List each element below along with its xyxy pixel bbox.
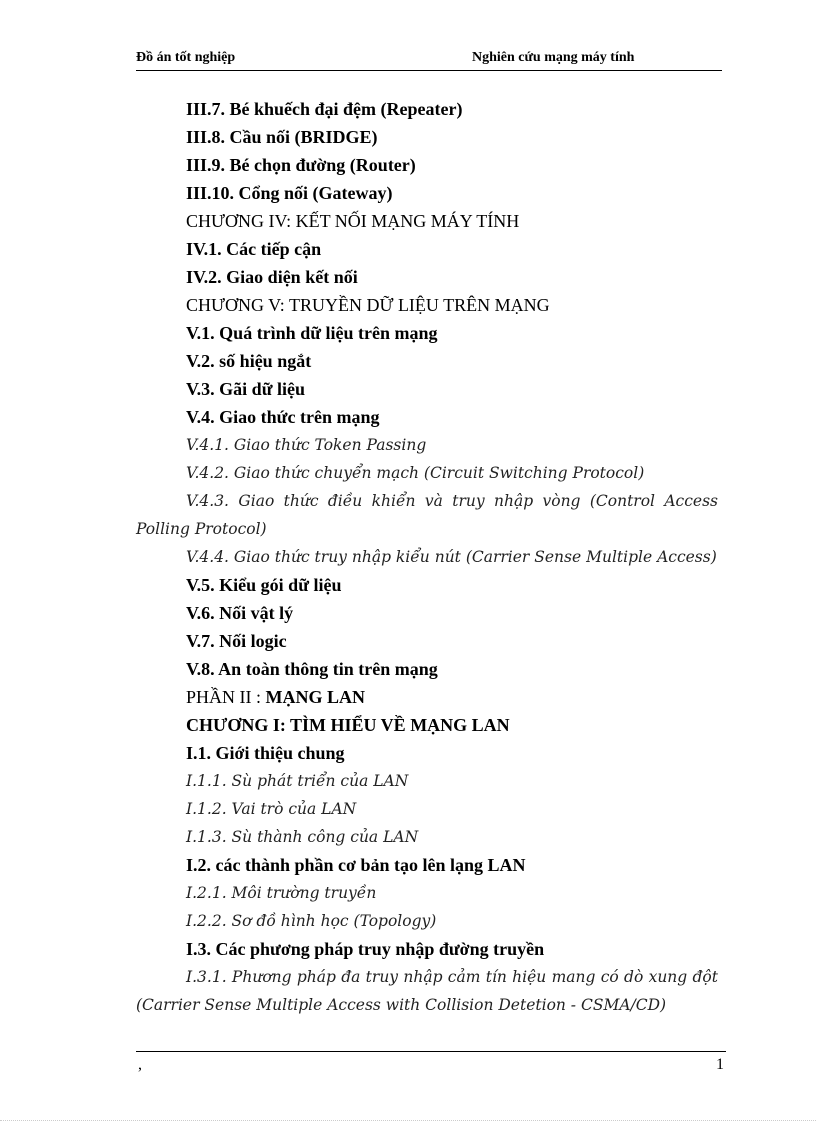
toc-part-heading: [136, 683, 718, 711]
toc-subentry: V.4.3. Giao thức điều khiển và truy nhập vòng (Control Access: [186, 492, 718, 510]
toc-entry: I.1. Giới thiệu chung: [186, 743, 345, 763]
page-number: 1: [716, 1056, 724, 1073]
toc-entry: I.3. Các phương pháp truy nhập đường truyền: [186, 939, 545, 959]
page-bottom-edge: [0, 1120, 816, 1121]
toc-entry: IV.2. Giao diện kết nối: [186, 267, 358, 287]
toc-entry: IV.1. Các tiếp cận: [186, 239, 322, 259]
toc-subentry: V.4.1. Giao thức Token Passing: [186, 436, 427, 454]
toc-part-label: PHẦN II :: [186, 687, 261, 707]
toc-subentry: I.1.3. Sù thành công của LAN: [186, 828, 419, 846]
page-header: [136, 50, 722, 71]
header-left-title: Đồ án tốt nghiệp: [136, 50, 236, 65]
toc-subentry: I.1.1. Sù phát triển của LAN: [186, 772, 409, 790]
toc-chapter-heading: CHƯƠNG IV: KẾT NỐI MẠNG MÁY TÍNH: [186, 211, 520, 231]
toc-subentry: V.4.4. Giao thức truy nhập kiểu nút (Carrier Sense Multiple Access): [186, 548, 717, 566]
toc-subentry-continuation: (Carrier Sense Multiple Access with Collision Detetion - CSMA/CD): [136, 996, 667, 1014]
toc-entry: III.10. Cổng nối (Gateway): [186, 183, 393, 203]
header-right-title: Nghiên cứu mạng máy tính: [472, 50, 635, 65]
toc-entry: I.2. các thành phần cơ bản tạo lên lạng LAN: [186, 855, 526, 875]
table-of-contents: [136, 95, 718, 1019]
toc-chapter-heading: CHƯƠNG I: TÌM HIỂU VỀ MẠNG LAN: [186, 715, 510, 735]
footer-divider: [136, 1051, 726, 1052]
toc-entry: V.7. Nối logic: [186, 631, 287, 651]
toc-entry: III.7. Bé khuếch đại đệm (Repeater): [186, 99, 463, 119]
toc-entry: V.8. An toàn thông tin trên mạng: [186, 659, 438, 679]
toc-subentry: I.2.2. Sơ đồ hình học (Topology): [186, 912, 437, 930]
toc-part-title: MẠNG LAN: [265, 687, 365, 707]
toc-entry: V.1. Quá trình dữ liệu trên mạng: [186, 323, 438, 343]
toc-entry: V.5. Kiểu gói dữ liệu: [186, 575, 342, 595]
toc-subentry-continuation: Polling Protocol): [136, 520, 267, 538]
toc-entry: III.8. Cầu nối (BRIDGE): [186, 127, 378, 147]
toc-entry: V.4. Giao thức trên mạng: [186, 407, 380, 427]
toc-chapter-heading: CHƯƠNG V: TRUYỀN DỮ LIỆU TRÊN MẠNG: [186, 295, 550, 315]
footer-mark: ,: [138, 1056, 142, 1073]
toc-entry: III.9. Bé chọn đường (Router): [186, 155, 416, 175]
toc-entry: V.6. Nối vật lý: [186, 603, 294, 623]
toc-subentry: I.2.1. Môi trường truyền: [186, 884, 377, 902]
toc-subentry: I.1.2. Vai trò của LAN: [186, 800, 357, 818]
toc-subentry: V.4.2. Giao thức chuyển mạch (Circuit Switching Protocol): [186, 464, 645, 482]
toc-entry: V.3. Gãi dữ liệu: [186, 379, 305, 399]
toc-subentry: I.3.1. Phương pháp đa truy nhập cảm tín hiệu mang có dò xung đột: [186, 968, 718, 986]
toc-entry: V.2. số hiệu ngắt: [186, 351, 312, 371]
